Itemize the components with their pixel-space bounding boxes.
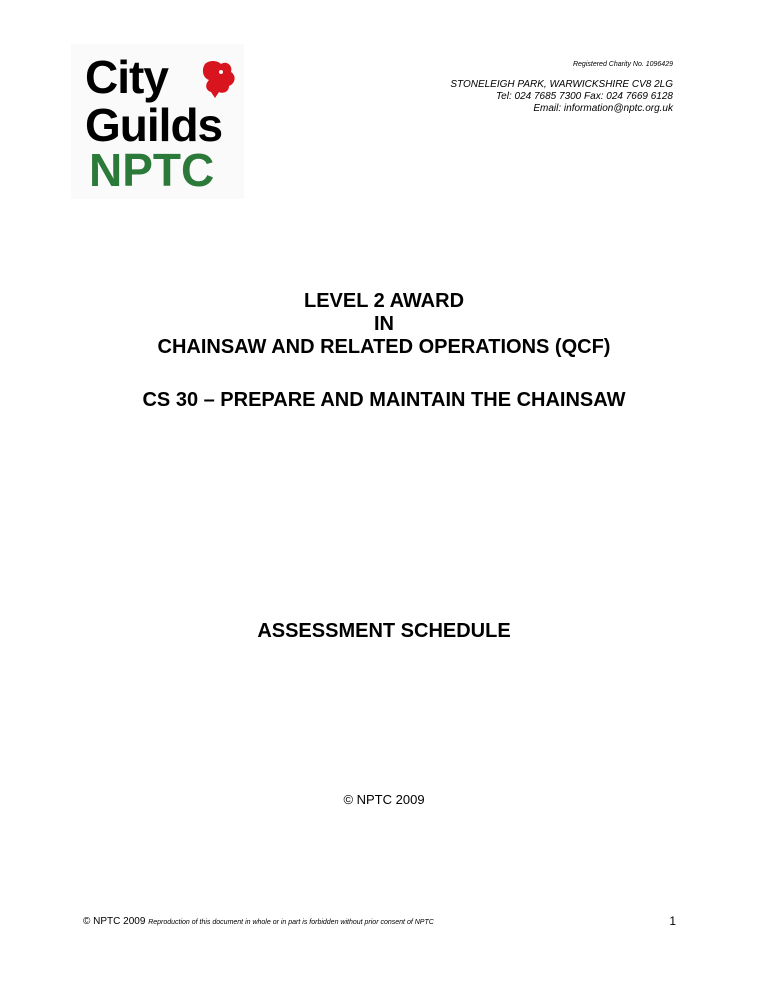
lion-icon [199, 58, 239, 100]
address-line: STONELEIGH PARK, WARWICKSHIRE CV8 2LG [450, 79, 673, 90]
logo-guilds-text: Guilds [85, 99, 223, 151]
city-guilds-nptc-logo [71, 44, 244, 199]
page-number: 1 [669, 914, 676, 928]
organisation-address [450, 60, 673, 115]
logo-city-text: City [85, 51, 168, 103]
email-line: Email: information@nptc.org.uk [533, 103, 673, 114]
footer-reproduction-notice: Reproduction of this document in whole or in part is forbidden without prior consent of NPTC [148, 919, 434, 926]
footer-copyright: © NPTC 2009 [83, 916, 146, 927]
page-footer [83, 916, 434, 927]
phone-line: Tel: 024 7685 7300 Fax: 024 7669 6128 [495, 91, 673, 102]
title-line-2: IN [374, 313, 394, 335]
assessment-schedule-heading: ASSESSMENT SCHEDULE [257, 620, 511, 642]
document-title [0, 290, 768, 359]
unit-title: CS 30 – PREPARE AND MAINTAIN THE CHAINSAW [142, 389, 626, 411]
charity-number: Registered Charity No. 1096429 [572, 61, 673, 68]
logo-nptc-text: NPTC [89, 144, 215, 196]
copyright-notice: © NPTC 2009 [343, 792, 425, 807]
title-line-3: CHAINSAW AND RELATED OPERATIONS (QCF) [157, 336, 611, 358]
title-line-1: LEVEL 2 AWARD [303, 290, 465, 312]
